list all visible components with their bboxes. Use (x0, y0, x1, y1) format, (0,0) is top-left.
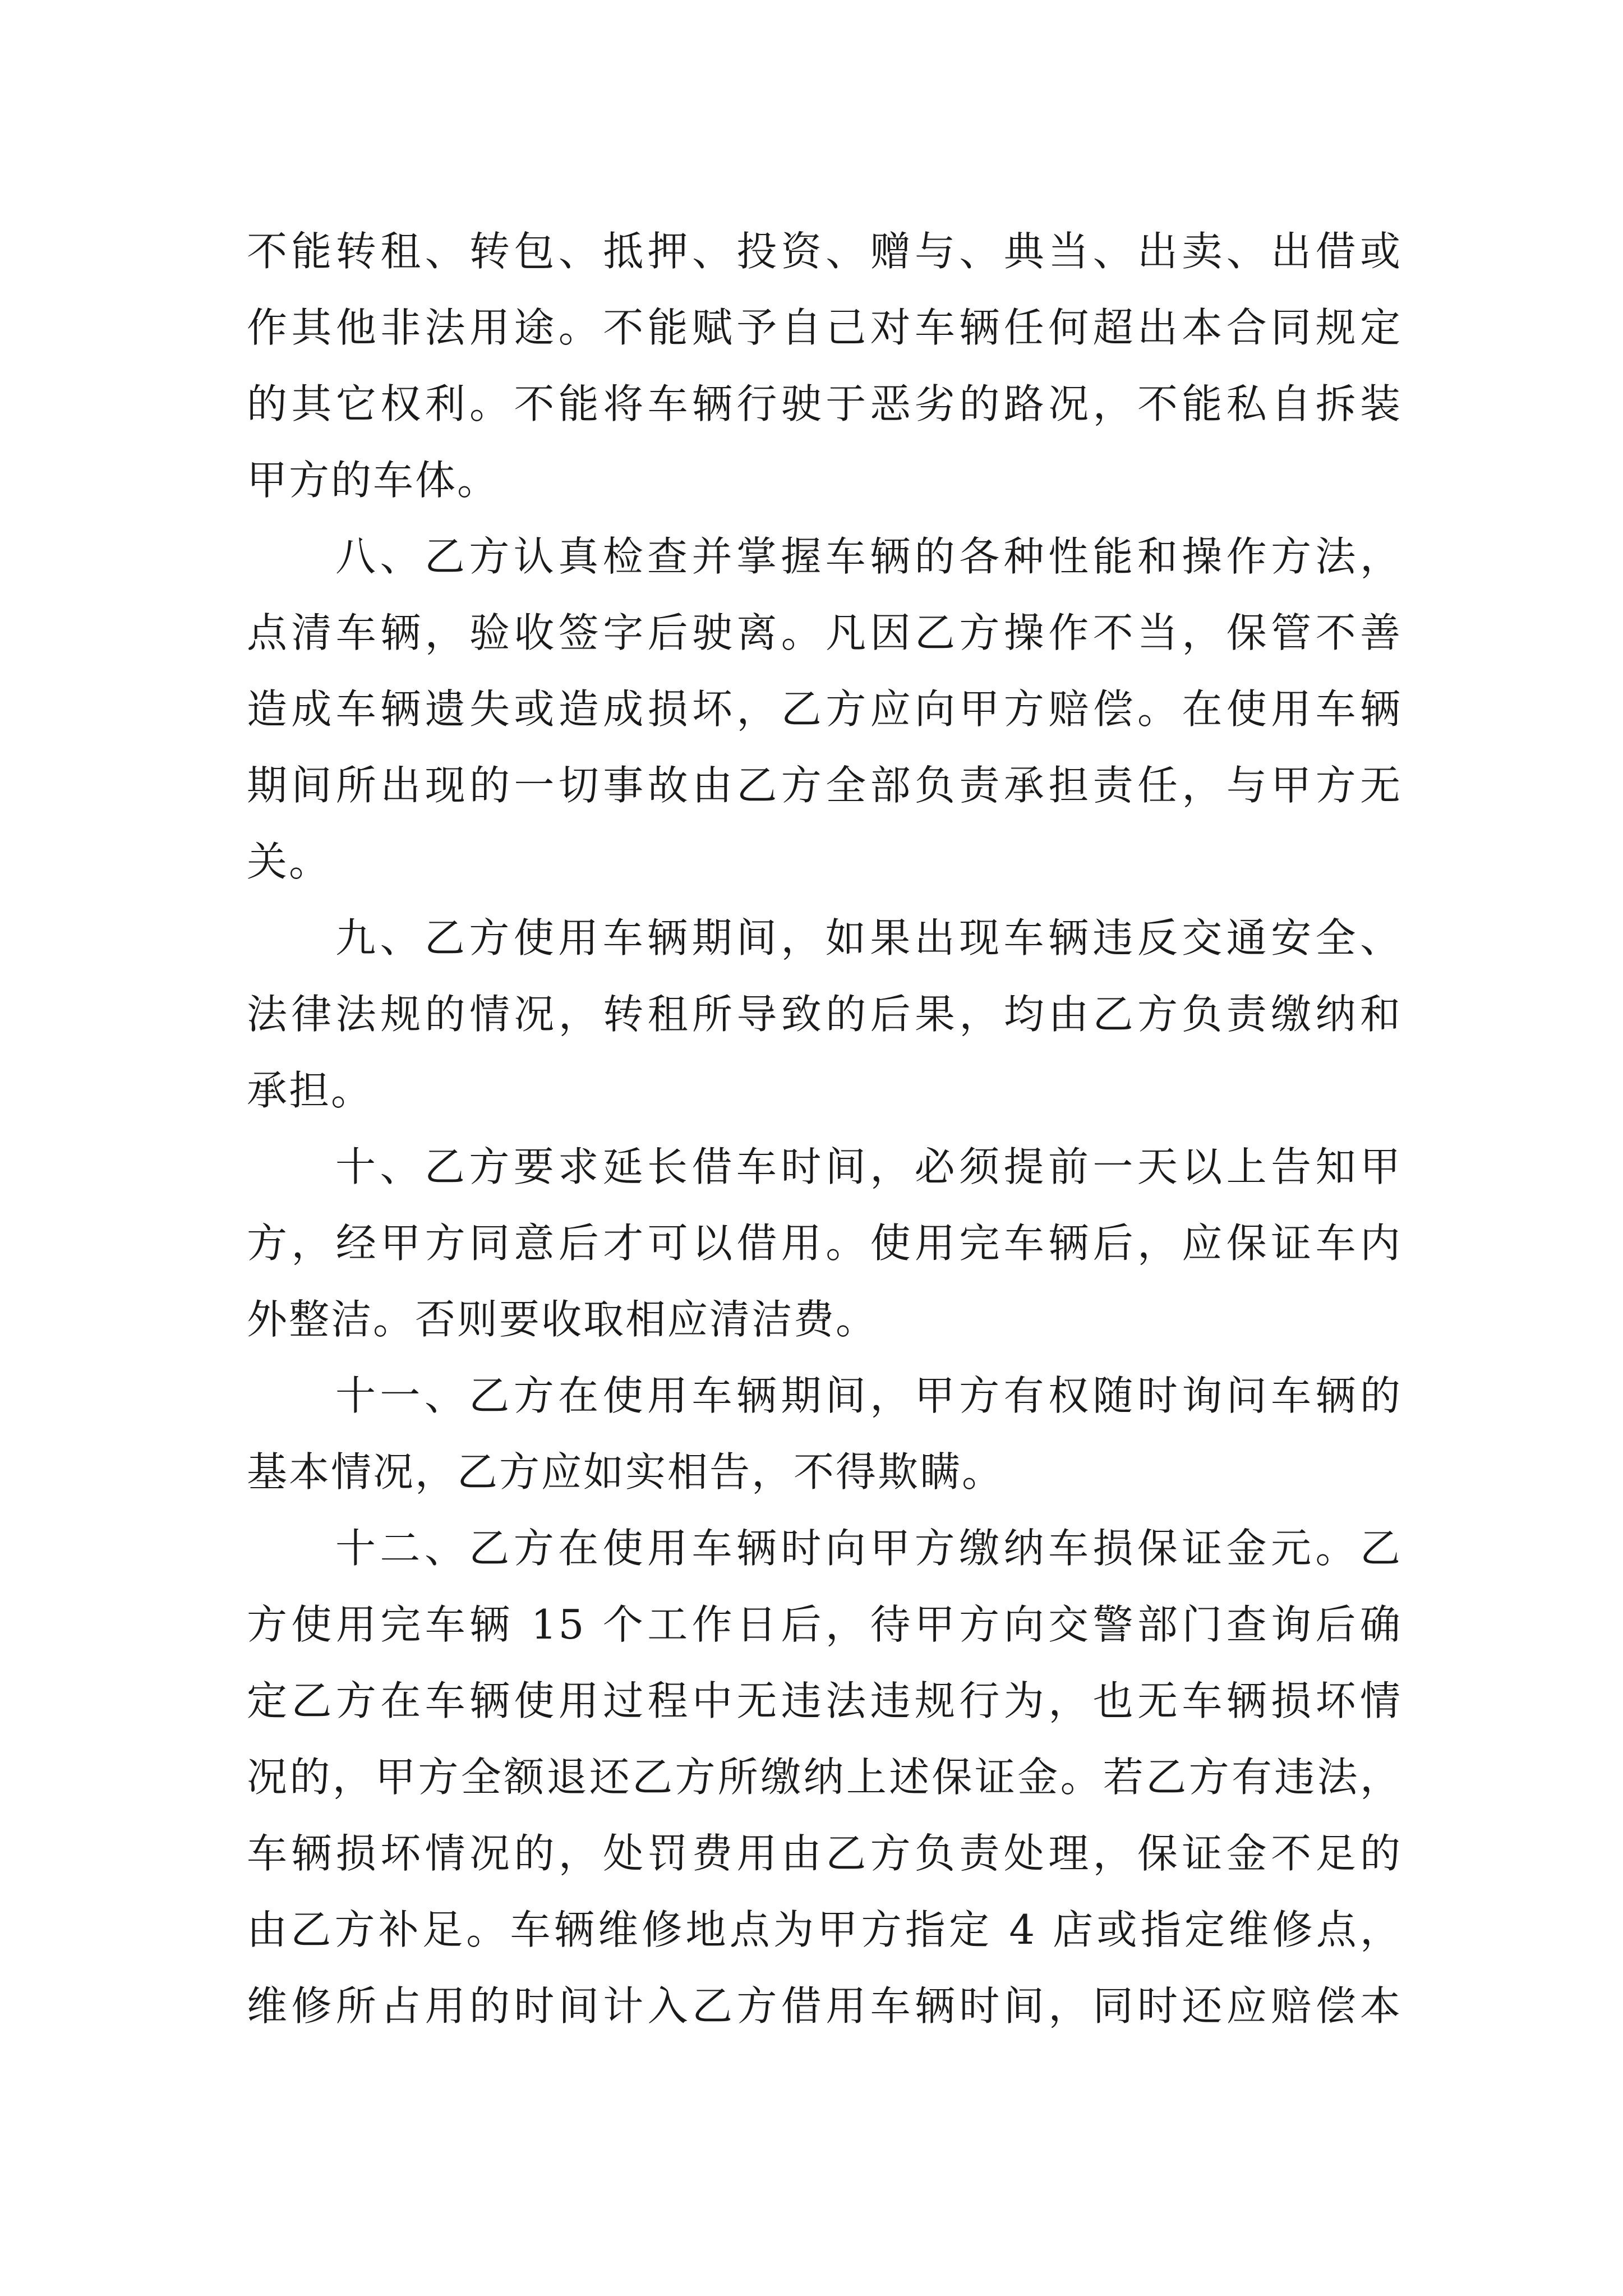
text-line: 承担。 (247, 1067, 374, 1114)
text-line: 作其他非法用途。不能赋予自己对车辆任何超出本合同规定 (247, 304, 1402, 351)
text-line: 造成车辆遗失或造成损坏，乙方应向甲方赔偿。在使用车辆 (247, 685, 1402, 733)
text-line: 九、乙方使用车辆期间，如果出现车辆违反交通安全、 (335, 914, 1402, 961)
text-line: 方使用完车辆 15 个工作日后，待甲方向交警部门查询后确 (247, 1601, 1402, 1648)
paragraph-clause-8 (247, 518, 1402, 900)
document-body (247, 213, 1402, 2044)
text-line: 十一、乙方在使用车辆期间，甲方有权随时询问车辆的 (335, 1372, 1402, 1419)
paragraph-clause-12 (247, 1510, 1402, 2044)
text-line: 方，经甲方同意后才可以借用。使用完车辆后，应保证车内 (247, 1220, 1402, 1267)
text-line: 甲方的车体。 (247, 457, 500, 504)
text-line: 点清车辆，验收签字后驶离。凡因乙方操作不当，保管不善 (247, 609, 1402, 656)
text-line: 维修所占用的时间计入乙方借用车辆时间，同时还应赔偿本 (247, 1982, 1402, 2030)
text-line: 期间所出现的一切事故由乙方全部负责承担责任，与甲方无 (247, 762, 1402, 809)
text-line: 不能转租、转包、抵押、投资、赠与、典当、出卖、出借或 (247, 228, 1402, 275)
paragraph-clause-11 (247, 1358, 1402, 1510)
paragraph-clause-10 (247, 1129, 1402, 1358)
text-line: 关。 (247, 838, 331, 885)
paragraph-clause-9 (247, 900, 1402, 1129)
text-line: 八、乙方认真检查并掌握车辆的各种性能和操作方法， (335, 533, 1402, 580)
text-line: 外整洁。否则要收取相应清洁费。 (247, 1296, 878, 1343)
text-line: 基本情况，乙方应如实相告，不得欺瞒。 (247, 1448, 1004, 1496)
paragraph-continued (247, 213, 1402, 518)
text-line: 十二、乙方在使用车辆时向甲方缴纳车损保证金元。乙 (335, 1525, 1402, 1572)
text-line: 法律法规的情况，转租所导致的后果，均由乙方负责缴纳和 (247, 991, 1402, 1038)
text-line: 车辆损坏情况的，处罚费用由乙方负责处理，保证金不足的 (247, 1830, 1402, 1877)
text-line: 由乙方补足。车辆维修地点为甲方指定 4 店或指定维修点， (247, 1906, 1402, 1953)
text-line: 定乙方在车辆使用过程中无违法违规行为，也无车辆损坏情 (247, 1677, 1402, 1724)
text-line: 十、乙方要求延长借车时间，必须提前一天以上告知甲 (335, 1143, 1402, 1190)
text-line: 况的，甲方全额退还乙方所缴纳上述保证金。若乙方有违法， (247, 1754, 1402, 1801)
text-line: 的其它权利。不能将车辆行驶于恶劣的路况，不能私自拆装 (247, 380, 1402, 427)
